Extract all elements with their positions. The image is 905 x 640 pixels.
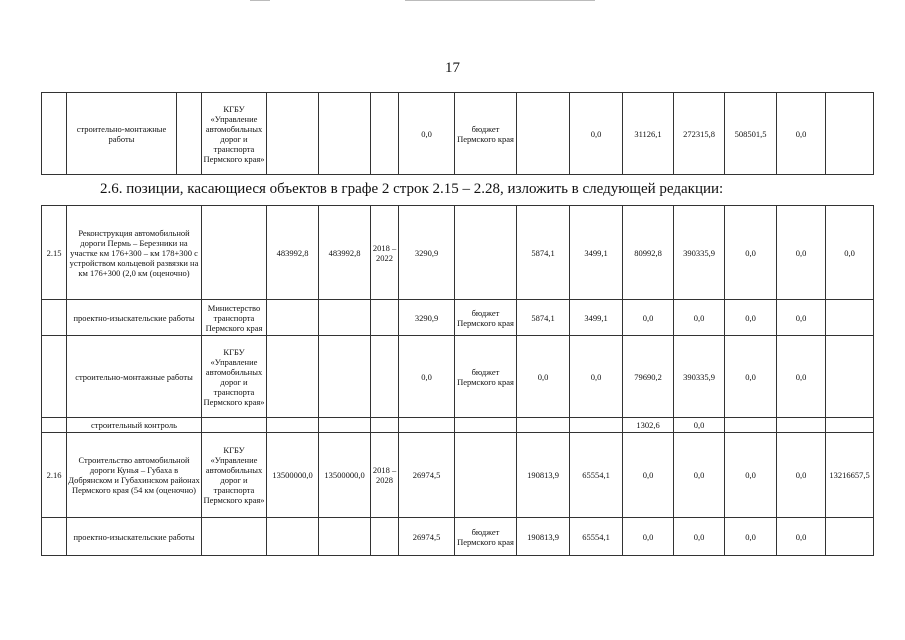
value-cell: 1302,6	[623, 418, 674, 433]
top-table	[41, 92, 874, 175]
period-cell	[371, 418, 399, 433]
value-cell: 3499,1	[570, 206, 623, 300]
scan-edge-line	[250, 0, 270, 1]
scan-edge-line	[405, 0, 595, 1]
period-cell: 2018 – 2028	[371, 433, 399, 518]
limit-cell: 13500000,0	[319, 433, 371, 518]
value-cell	[399, 418, 455, 433]
value-cell: 13216657,5	[826, 433, 874, 518]
table-row	[42, 206, 874, 300]
limit-cell	[319, 336, 371, 418]
value-cell: 0,0	[623, 518, 674, 556]
period-cell	[371, 93, 399, 175]
work-name-cell: проектно-изыскательские работы	[67, 300, 202, 336]
page-number: 17	[445, 60, 460, 76]
value-cell: 0,0	[777, 206, 826, 300]
value-cell: 79690,2	[623, 336, 674, 418]
value-cell: 0,0	[623, 433, 674, 518]
value-cell: 26974,5	[399, 433, 455, 518]
cost-cell	[267, 93, 319, 175]
cost-cell	[267, 300, 319, 336]
value-cell	[570, 418, 623, 433]
value-cell: 0,0	[777, 518, 826, 556]
period-cell	[371, 300, 399, 336]
row-number-cell	[42, 93, 67, 175]
value-cell: 508501,5	[725, 93, 777, 175]
value-cell: 0,0	[623, 300, 674, 336]
value-cell: 0,0	[777, 433, 826, 518]
row-number-cell	[42, 300, 67, 336]
work-name-cell: строительный контроль	[67, 418, 202, 433]
cost-cell	[267, 518, 319, 556]
value-cell: 65554,1	[570, 518, 623, 556]
value-cell: 0,0	[674, 433, 725, 518]
period-cell: 2018 – 2022	[371, 206, 399, 300]
period-cell	[371, 336, 399, 418]
table-row	[42, 300, 874, 336]
table-row	[42, 336, 874, 418]
value-cell: 80992,8	[623, 206, 674, 300]
value-cell: 5874,1	[517, 206, 570, 300]
value-cell: 26974,5	[399, 518, 455, 556]
limit-cell	[319, 300, 371, 336]
value-cell: 390335,9	[674, 336, 725, 418]
funding-source-cell	[455, 418, 517, 433]
value-cell: 31126,1	[623, 93, 674, 175]
executor-cell: Министерство транспорта Пермского края	[202, 300, 267, 336]
limit-cell	[319, 93, 371, 175]
value-cell: 0,0	[725, 300, 777, 336]
work-name-cell: строительно-монтажные работы	[67, 93, 177, 175]
value-cell: 0,0	[399, 336, 455, 418]
funding-source-cell: бюджет Пермского края	[455, 300, 517, 336]
value-cell: 190813,9	[517, 518, 570, 556]
value-cell	[777, 418, 826, 433]
row-number-cell	[42, 336, 67, 418]
value-cell: 272315,8	[674, 93, 725, 175]
row-number-cell	[42, 418, 67, 433]
value-cell: 0,0	[570, 336, 623, 418]
value-cell: 0,0	[777, 300, 826, 336]
table-row	[42, 433, 874, 518]
value-cell: 0,0	[826, 206, 874, 300]
row-number-cell: 2.15	[42, 206, 67, 300]
value-cell: 0,0	[777, 336, 826, 418]
object-name-cell: Строительство автомобильной дороги Кунья – Губаха в Добрянском и Губахинском районах Пермского края (54 км (оценочно)	[67, 433, 202, 518]
period-cell	[371, 518, 399, 556]
value-cell	[517, 93, 570, 175]
value-cell: 390335,9	[674, 206, 725, 300]
value-cell: 0,0	[725, 518, 777, 556]
value-cell	[826, 93, 874, 175]
funding-source-cell	[455, 206, 517, 300]
row-number-cell	[42, 518, 67, 556]
main-table	[41, 205, 874, 556]
cost-cell	[267, 418, 319, 433]
value-cell: 65554,1	[570, 433, 623, 518]
row-number-cell: 2.16	[42, 433, 67, 518]
value-cell: 3290,9	[399, 300, 455, 336]
limit-cell	[319, 418, 371, 433]
executor-cell: КГБУ «Управление автомобильных дорог и транспорта Пермского края»	[202, 336, 267, 418]
value-cell: 190813,9	[517, 433, 570, 518]
executor-cell: КГБУ «Управление автомобильных дорог и транспорта Пермского края»	[202, 433, 267, 518]
limit-cell	[319, 518, 371, 556]
value-cell: 0,0	[674, 418, 725, 433]
cost-cell: 483992,8	[267, 206, 319, 300]
value-cell: 0,0	[517, 336, 570, 418]
cost-cell	[267, 336, 319, 418]
executor-cell	[202, 518, 267, 556]
work-name-cell: проектно-изыскательские работы	[67, 518, 202, 556]
limit-cell: 483992,8	[319, 206, 371, 300]
object-name-cell: Реконструкция автомобильной дороги Пермь – Березники на участке км 176+300 – км 178+300 с устройством кольцевой развязки на км 176+300 (2,0 км (оценочно)	[67, 206, 202, 300]
executor-cell: КГБУ «Управление автомобильных дорог и транспорта Пермского края»	[202, 93, 267, 175]
value-cell: 0,0	[725, 206, 777, 300]
executor-cell	[202, 418, 267, 433]
funding-source-cell: бюджет Пермского края	[455, 518, 517, 556]
value-cell: 3499,1	[570, 300, 623, 336]
value-cell: 0,0	[725, 433, 777, 518]
table-row	[42, 93, 874, 175]
value-cell	[826, 518, 874, 556]
section-heading: 2.6. позиции, касающиеся объектов в графе 2 строк 2.15 – 2.28, изложить в следующей редакции:	[100, 181, 724, 197]
funding-source-cell: бюджет Пермского края	[455, 336, 517, 418]
value-cell	[826, 336, 874, 418]
value-cell: 0,0	[570, 93, 623, 175]
value-cell	[826, 418, 874, 433]
cost-cell: 13500000,0	[267, 433, 319, 518]
value-cell	[725, 418, 777, 433]
table-row	[42, 518, 874, 556]
value-cell: 0,0	[399, 93, 455, 175]
funding-source-cell: бюджет Пермского края	[455, 93, 517, 175]
value-cell: 0,0	[725, 336, 777, 418]
blank-cell	[177, 93, 202, 175]
executor-cell	[202, 206, 267, 300]
work-name-cell: строительно-монтажные работы	[67, 336, 202, 418]
value-cell: 0,0	[777, 93, 826, 175]
table-row	[42, 418, 874, 433]
value-cell: 3290,9	[399, 206, 455, 300]
value-cell: 5874,1	[517, 300, 570, 336]
value-cell	[517, 418, 570, 433]
value-cell: 0,0	[674, 518, 725, 556]
funding-source-cell	[455, 433, 517, 518]
value-cell: 0,0	[674, 300, 725, 336]
value-cell	[826, 300, 874, 336]
